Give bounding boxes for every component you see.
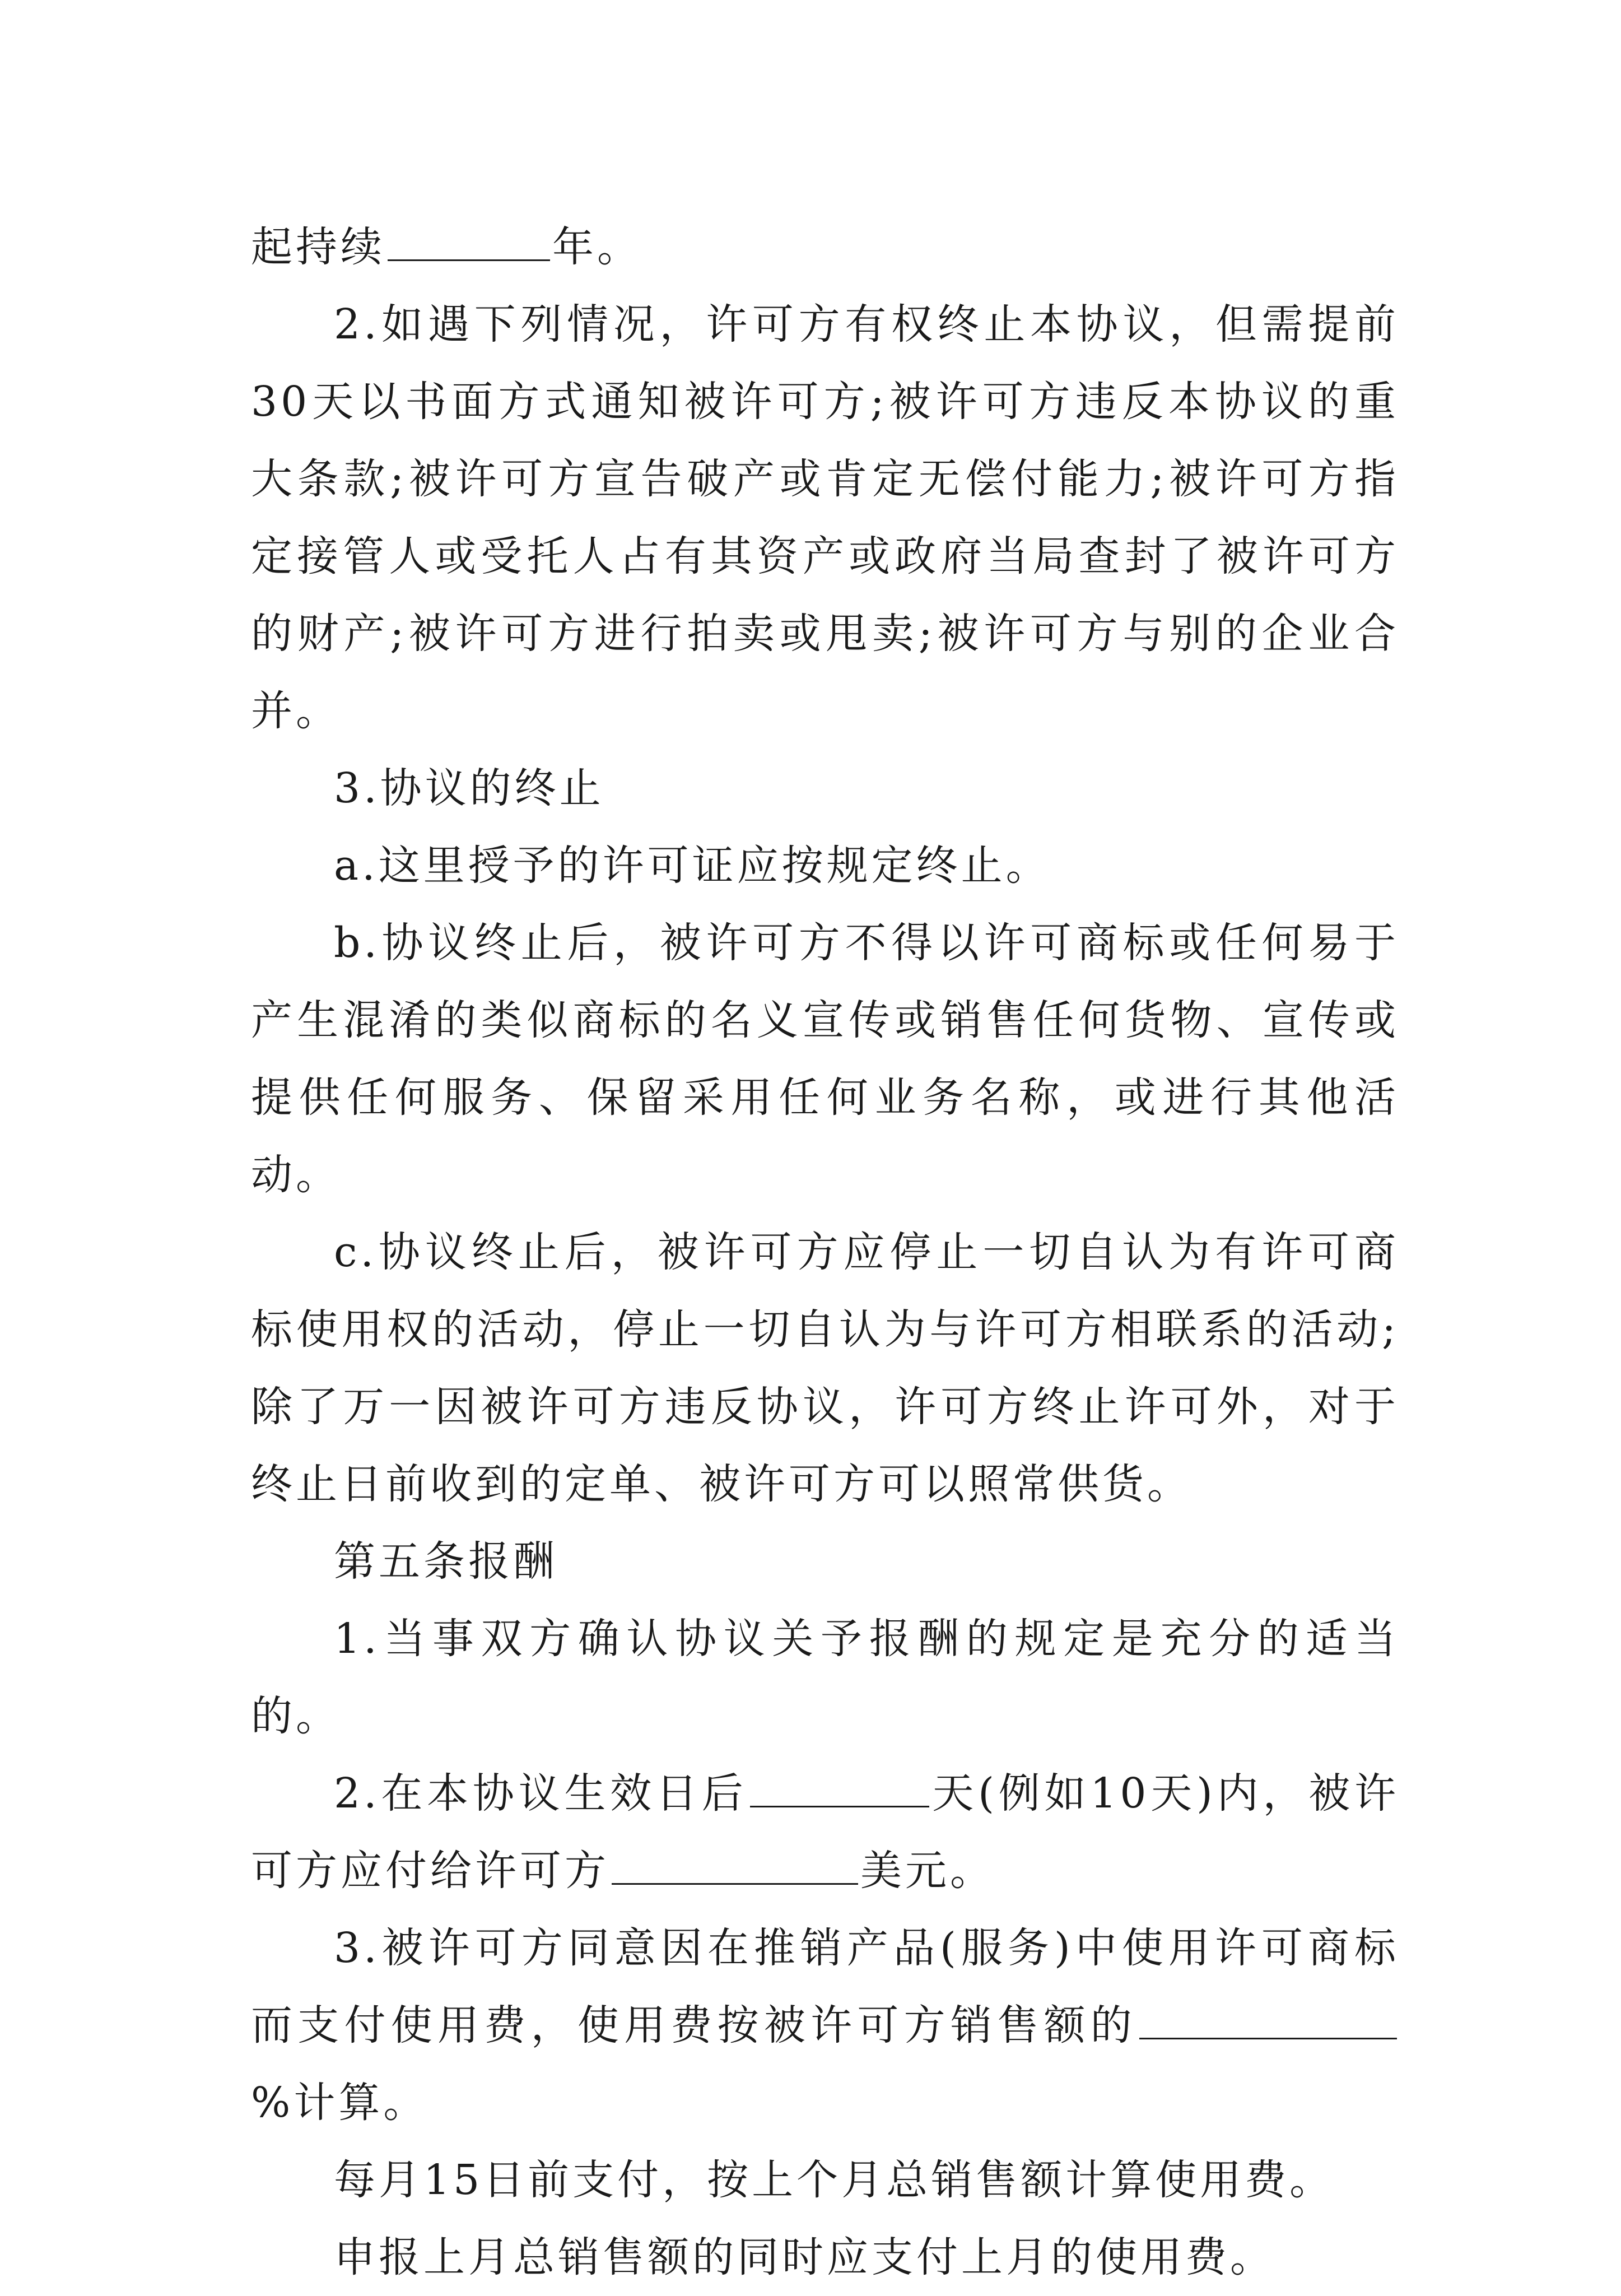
- section-heading-article-5: 第五条报酬: [334, 1537, 558, 1586]
- fill-in-blank-days: [750, 1768, 929, 1807]
- text-segment: 3.被许可方同意因在推销产品(服务)中使用许可商标而支付使用费，使用费按被许可方销售额的: [251, 1924, 1399, 2049]
- text-segment: 起持续: [251, 223, 385, 271]
- text-segment: 2.在本协议生效日后: [334, 1769, 748, 1818]
- paragraph-clause-c: c.协议终止后，被许可方应停止一切自认为有许可商标使用权的活动，停止一切自认为与许可方相联系的活动;除了万一因被许可方违反协议，许可方终止许可外，对于终止日前收到的定单、被许可方可以照常供货。: [251, 1228, 1399, 1508]
- text-segment: 天(例如10天)内，被许可方应付给许可方: [251, 1769, 1399, 1895]
- document-body: [251, 208, 1399, 2296]
- paragraph-monthly-payment: 每月15日前支付，按上个月总销售额计算使用费。: [334, 2156, 1335, 2204]
- text-segment: %计算。: [251, 2079, 428, 2127]
- paragraph-term-duration: [251, 208, 1399, 286]
- paragraph-termination-heading: 3.协议的终止: [334, 764, 604, 812]
- paragraph-remuneration-2: [251, 1755, 1399, 1909]
- paragraph-clause-a: a.这里授予的许可证应按规定终止。: [334, 842, 1051, 890]
- text-segment: 美元。: [860, 1847, 995, 1895]
- fill-in-blank-years: [388, 221, 550, 261]
- paragraph-clause-b: b.协议终止后，被许可方不得以许可商标或任何易于产生混淆的类似商标的名义宣传或销售任何货物、宣传或提供任何服务、保留采用任何业务名称，或进行其他活动。: [251, 919, 1399, 1199]
- paragraph-monthly-report: 申报上月总销售额的同时应支付上月的使用费。: [334, 2233, 1275, 2281]
- paragraph-remuneration-3: [251, 1909, 1399, 2141]
- fill-in-blank-percentage: [1139, 2000, 1397, 2039]
- fill-in-blank-amount: [612, 1845, 858, 1885]
- text-segment: 年。: [552, 223, 642, 271]
- paragraph-remuneration-1: 1.当事双方确认协议关予报酬的规定是充分的适当的。: [251, 1615, 1399, 1740]
- paragraph-termination-conditions: 2.如遇下列情况，许可方有权终止本协议，但需提前30天以书面方式通知被许可方;被许可方违反本协议的重大条款;被许可方宣告破产或肯定无偿付能力;被许可方指定接管人或受托人占有其资产或政府当局查封了被许可方的财产;被许可方进行拍卖或甩卖;被许可方与别的企业合并。: [251, 300, 1399, 735]
